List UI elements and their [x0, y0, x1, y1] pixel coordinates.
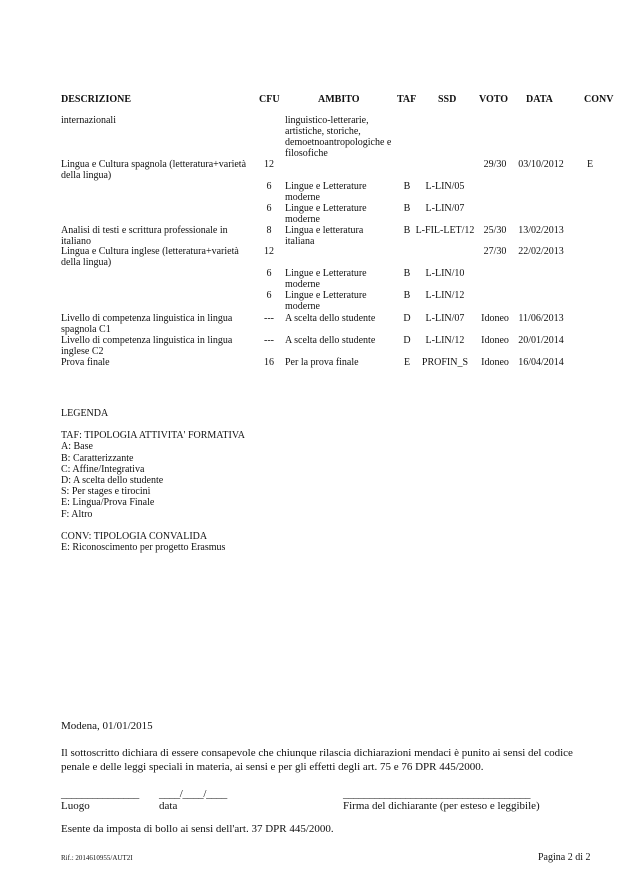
row-cfu: 8 [266, 225, 272, 236]
row-voto: Idoneo [481, 335, 509, 346]
row-descrizione: Livello di competenza linguistica in lingua inglese C2 [61, 335, 233, 357]
row-taf: B [403, 268, 411, 279]
row-ssd: L-LIN/12 [425, 290, 465, 301]
legend-conv-title: CONV: TIPOLOGIA CONVALIDA [61, 530, 208, 542]
header-conv: CONV [584, 94, 614, 105]
row-voto: Idoneo [481, 313, 509, 324]
header-descrizione: DESCRIZIONE [61, 94, 132, 105]
data-label: data [159, 800, 178, 812]
row-cfu: 12 [264, 159, 274, 170]
header-ambito: AMBITO [318, 94, 360, 105]
row-data: 13/02/2013 [518, 225, 564, 236]
row-descrizione: Lingua e Cultura spagnola (letteratura+varietà della lingua) [61, 159, 247, 181]
row-ambito: Lingue e Letterature moderne [285, 203, 367, 225]
row-ssd: L-LIN/05 [425, 181, 465, 192]
row-ambito: Lingue e Letterature moderne [285, 290, 367, 312]
row-cfu: 6 [266, 181, 272, 192]
row-data: 16/04/2014 [518, 357, 564, 368]
row-ambito: Per la prova finale [285, 357, 359, 368]
row-cfu: 6 [266, 290, 272, 301]
row-ambito: Lingua e letteratura italiana [285, 225, 364, 247]
row-ssd: L-LIN/10 [425, 268, 465, 279]
legend-taf-title: TAF: TIPOLOGIA ATTIVITA' FORMATIVA [61, 430, 246, 442]
row-cfu: --- [264, 313, 274, 324]
legend-taf-item: S: Per stages e tirocini [61, 486, 151, 498]
row-ambito: linguistico-letterarie, artistiche, storiche, demoetnoantropologiche e filosofiche [285, 115, 392, 159]
row-ambito: A scelta dello studente [285, 313, 376, 324]
row-descrizione: internazionali [61, 115, 116, 126]
page-number: Pagina 2 di 2 [538, 852, 591, 863]
legend-taf-item: B: Caratterizzante [61, 452, 134, 464]
row-taf: B [403, 181, 411, 192]
data-line: ____/____/____ [159, 788, 227, 800]
row-voto: 25/30 [483, 225, 507, 236]
legend-taf-item: A: Base [61, 441, 93, 453]
legend-taf-item: F: Altro [61, 508, 93, 520]
row-data: 20/01/2014 [518, 335, 564, 346]
legend [61, 408, 245, 553]
row-cfu: 6 [266, 268, 272, 279]
legend-taf-item: E: Lingua/Prova Finale [61, 497, 155, 509]
header-taf: TAF [397, 94, 417, 105]
row-voto: 29/30 [483, 159, 507, 170]
reference-code: Rif.: 2014610955/AUT2I [61, 854, 133, 862]
row-cfu: 6 [266, 203, 272, 214]
place-date: Modena, 01/01/2015 [61, 720, 153, 732]
luogo-label: Luogo [61, 800, 90, 812]
row-data: 22/02/2013 [518, 246, 564, 257]
stamp-duty-exemption: Esente da imposta di bollo ai sensi dell'art. 37 DPR 445/2000. [61, 823, 334, 835]
row-taf: D [403, 335, 411, 346]
firma-line: ____________________________________ [343, 788, 531, 800]
row-ssd: PROFIN_S [421, 357, 469, 368]
row-taf: B [403, 225, 411, 236]
header-data: DATA [526, 94, 553, 105]
row-taf: B [403, 290, 411, 301]
legend-taf-item: C: Affine/Integrativa [61, 463, 145, 475]
row-taf: E [403, 357, 411, 368]
header-voto: VOTO [479, 94, 509, 105]
row-ambito: Lingue e Letterature moderne [285, 181, 367, 203]
legend-taf-item: D: A scelta dello studente [61, 475, 164, 487]
row-ambito: Lingue e Letterature moderne [285, 268, 367, 290]
row-taf: D [403, 313, 411, 324]
row-ambito: A scelta dello studente [285, 335, 376, 346]
row-descrizione: Analisi di testi e scrittura professionale in italiano [61, 225, 228, 247]
row-cfu: --- [264, 335, 274, 346]
row-data: 03/10/2012 [518, 159, 564, 170]
row-cfu: 12 [264, 246, 274, 257]
header-ssd: SSD [438, 94, 457, 105]
row-ssd: L-FIL-LET/12 [415, 225, 475, 236]
row-data: 11/06/2013 [518, 313, 564, 324]
firma-label: Firma del dichiarante (per esteso e leggibile) [343, 800, 540, 812]
row-ssd: L-LIN/07 [425, 203, 465, 214]
row-conv: E [586, 159, 594, 170]
legend-title: LEGENDA [61, 408, 109, 419]
row-cfu: 16 [264, 357, 274, 368]
row-ssd: L-LIN/12 [425, 335, 465, 346]
row-voto: Idoneo [481, 357, 509, 368]
row-ssd: L-LIN/07 [425, 313, 465, 324]
row-descrizione: Prova finale [61, 357, 110, 368]
header-cfu: CFU [259, 94, 280, 105]
row-taf: B [403, 203, 411, 214]
row-descrizione: Livello di competenza linguistica in lingua spagnola C1 [61, 313, 233, 335]
luogo-line: _______________ [61, 788, 140, 800]
row-descrizione: Lingua e Cultura inglese (letteratura+varietà della lingua) [61, 246, 239, 268]
legend-conv-item: E: Riconoscimento per progetto Erasmus [61, 542, 226, 554]
declaration-text: Il sottoscritto dichiara di essere consapevole che chiunque rilascia dichiarazioni mendaci è punito ai sensi del codice penale e delle leggi speciali in materia, ai sensi e per gli effetti degli art. 75 e 76 DPR 445/2000. [61, 747, 573, 773]
row-voto: 27/30 [483, 246, 507, 257]
